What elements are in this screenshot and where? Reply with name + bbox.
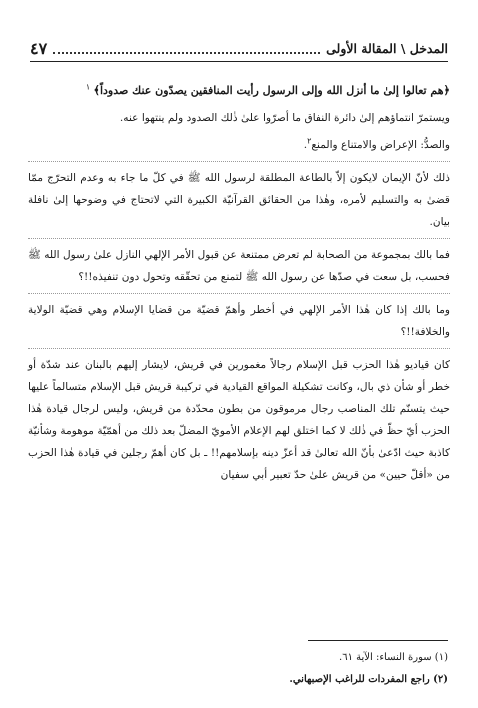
- header-dot-leader: [53, 42, 320, 54]
- paragraph-2: ويستمرّ انتماؤهم إلىٰ دائرة النفاق ما أصرّوا علىٰ ذٰلك الصدود ولم ينتهوا عنه.: [119, 112, 450, 124]
- footnote-1: (١) سورة النساء: الآية ٦١.: [339, 652, 448, 663]
- paragraph-verse: [28, 80, 450, 102]
- footnote-ref-1: ١: [85, 82, 91, 92]
- footnote-2: (٢) راجع المفردات للراغب الإصبهاني.: [289, 674, 448, 685]
- quran-verse: ﴿هم تعالوا إلىٰ ما أنزل الله وإلى الرسول رأيت المنافقين يصدّون عنك صدوداً﴾: [93, 84, 450, 97]
- main-text: [28, 80, 450, 491]
- chapter-title: المدخل \ المقالة الأولى: [326, 40, 448, 56]
- page-number: ٤٧: [30, 38, 48, 58]
- header-divider: [30, 61, 448, 62]
- paragraph-3: والصدُّ: الإعراض والامتناع والمنع$^٢$.: [303, 136, 450, 151]
- paragraph-7: كان قياديو هٰذا الحزب قبل الإسلام رجالاً مغمورين في قريش، لايشار إليهم بالبنان عند شدّة أو خطر أو شأن ذي بال، وكانت تشكيلة المواقع القيادية في تركيبة قريش قبل الإسلام متسالماً عليها حيث يتسنّم تلك المناصب رجال مرموقون من بطون محدّدة من قريش، وليس لرجال قيادة هٰذا الحزب أيّ حظّ في ذٰلك لا كما اختلق لهم الإعلام الأمويّ المضلّ بعد ذلك من أهمّيّة موهومة وشأنيّة كاذبة حيث ادّعىٰ بأنّ الله تعالىٰ قد أعزّ دينه بإسلامهم!! ـ بل كان أهمّ رجلين في قيادة هٰذا الحزب من «أقلّ حيين» من قريش علىٰ حدّ تعبير أبي سفيان: [28, 348, 450, 486]
- page-header: [30, 38, 448, 58]
- footnote-ref-2: ٢: [307, 136, 312, 146]
- paragraph-4: ذلك لأنّ الإيمان لايكون إلاّ بالطاعة المطلقة لرسول الله ﷺ في كلّ ما جاء به وعدم التحرّج ممّا قضىٰ به والتسليم لأمره، وهٰذا من الحقائق القرآنيّة الكبيرة التي لاتحتاج في وضوحها إلىٰ نافلة بيان.: [28, 161, 450, 233]
- paragraph-3-text: والصدُّ: الإعراض والامتناع والمنع: [311, 139, 450, 151]
- footnotes: [30, 647, 448, 691]
- paragraph-5: فما بالك بمجموعة من الصحابة لم تعرض ممتنعة عن قبول الأمر الإلهي النازل علىٰ رسول الله ﷺ فحسب، بل سعت في صدّها عن رسول الله ﷺ لتمنع من تحقّقه وتحول دون تنفيذه!!؟: [28, 238, 450, 288]
- paragraph-6: وما بالك إذا كان هٰذا الأمر الإلهي في أخطر وأهمّ قضيّة من قضايا الإسلام وهي قضيّة الولاية والخلافة!!؟: [28, 293, 450, 343]
- footnote-divider: [308, 640, 448, 641]
